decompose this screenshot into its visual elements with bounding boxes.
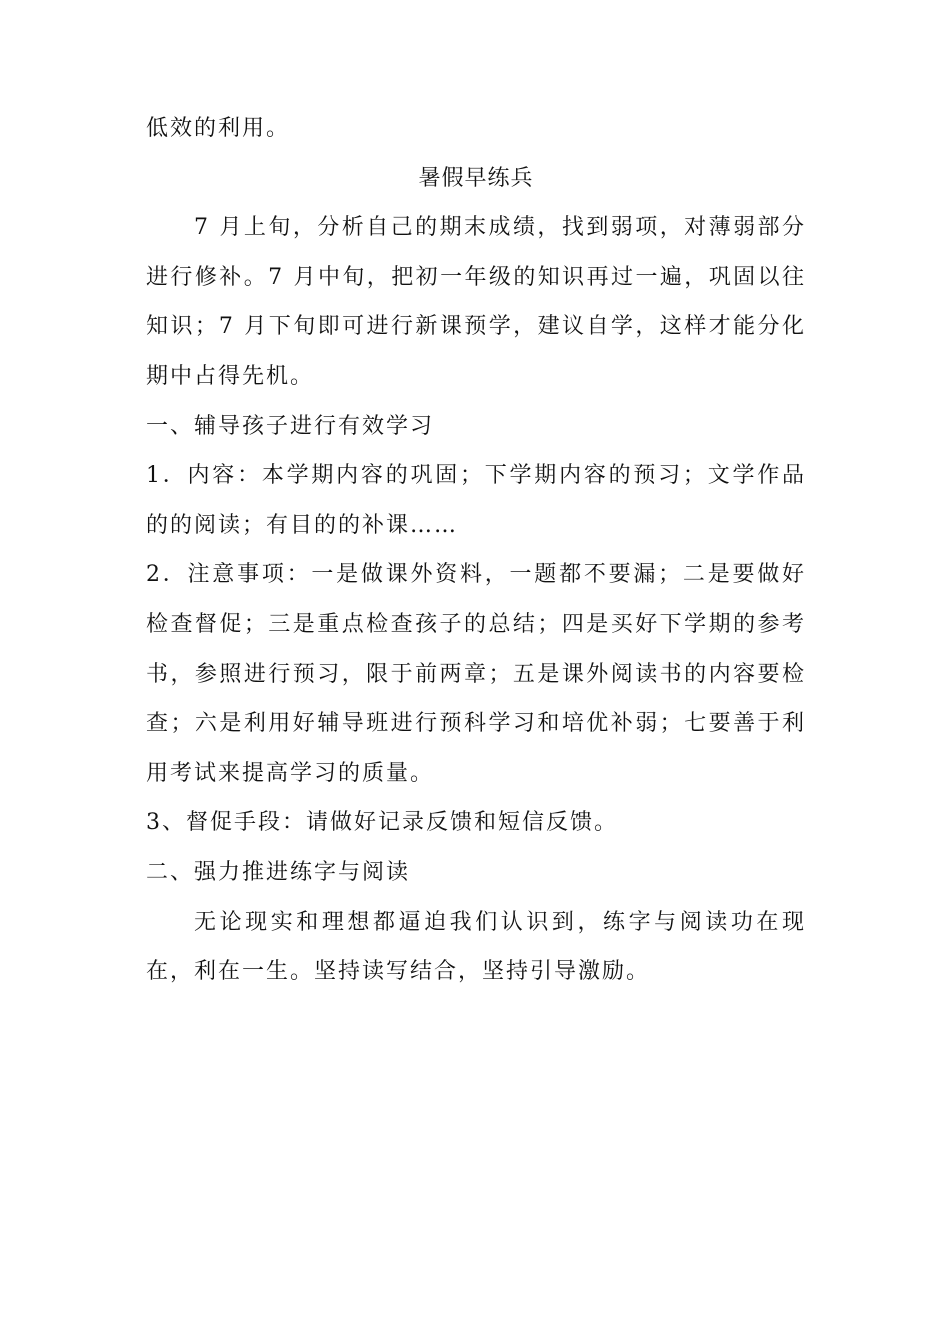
closing-paragraph: 无论现实和理想都逼迫我们认识到，练字与阅读功在现在，利在一生。坚持读写结合，坚持引导激励。 [146,909,806,985]
heading-two: 二、强力推进练字与阅读 [146,859,411,885]
item-one: 1．内容：本学期内容的巩固；下学期内容的预习；文学作品的的阅读；有目的的补课…… [146,463,806,538]
intro-paragraph: 7 月上旬，分析自己的期末成绩，找到弱项，对薄弱部分进行修补。7 月中旬，把初一年级的知识再过一遍，巩固以往知识；7 月下旬即可进行新课预学，建议自学，这样才能分化期中占得先机。 [146,215,806,389]
item-three: 3、督促手段：请做好记录反馈和短信反馈。 [146,810,618,836]
document-page [146,104,806,997]
section-title: 暑假早练兵 [418,165,534,191]
item-two: 2．注意事项：一是做课外资料，一题都不要漏；二是要做好检查督促；三是重点检查孩子的总结；四是买好下学期的参考书，参照进行预习，限于前两章；五是课外阅读书的内容要检查；六是利用好辅导班进行预科学习和培优补弱；七要善于利用考试来提高学习的质量。 [146,562,806,786]
heading-one: 一、辅导孩子进行有效学习 [146,413,435,439]
continuation-text: 低效的利用。 [146,116,291,141]
